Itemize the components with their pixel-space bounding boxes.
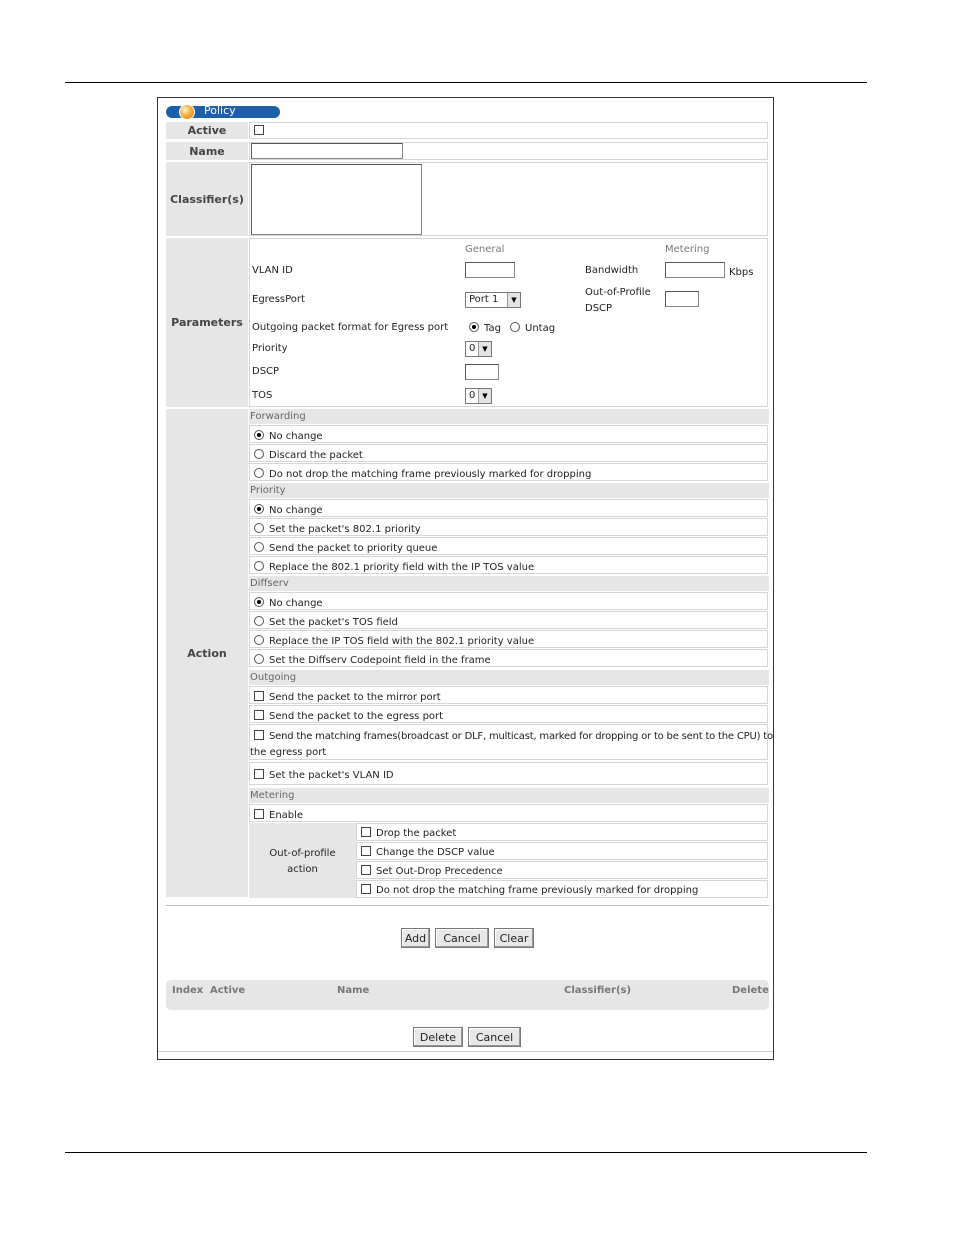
priority-header: Priority	[249, 483, 769, 498]
diffserv-header: Diffserv	[249, 576, 769, 591]
top-rule	[65, 82, 867, 83]
name-input[interactable]	[251, 143, 403, 159]
egress-port-select[interactable]	[465, 292, 521, 308]
untag-radio[interactable]	[510, 322, 520, 332]
clear-button[interactable]: Clear	[494, 928, 534, 948]
diffserv-codepoint-radio[interactable]	[254, 654, 264, 664]
oop-action-label: Out-of-profile	[269, 848, 336, 859]
policy-panel	[157, 97, 774, 1060]
col-name: Name	[337, 985, 370, 996]
bottom-divider	[158, 1051, 773, 1052]
cancel-delete-button[interactable]: Cancel	[468, 1027, 521, 1047]
priority-set-radio[interactable]	[254, 523, 264, 533]
diffserv-no-change-label: No change	[269, 598, 323, 609]
bottom-rule	[65, 1152, 867, 1153]
metering-enable-label: Enable	[269, 810, 304, 821]
dscp-label: DSCP	[252, 366, 280, 377]
outgoing-vlan-label: Set the packet's VLAN ID	[269, 770, 394, 781]
diffserv-tos-radio[interactable]	[254, 616, 264, 626]
tos-label: TOS	[252, 390, 273, 401]
oop-action-cell	[249, 823, 356, 898]
diffserv-replace-label: Replace the IP TOS field with the 802.1 priority value	[269, 636, 535, 647]
dscp-input[interactable]	[465, 364, 499, 380]
orb-icon	[179, 104, 195, 120]
tag-label: Tag	[484, 323, 501, 334]
metering-header-action: Metering	[249, 788, 769, 803]
col-index: Index	[172, 985, 204, 996]
add-button[interactable]: Add	[401, 928, 430, 948]
parameters-label: Parameters	[166, 238, 248, 407]
outgoing-matching-frames-label: Send the matching frames(broadcast or DLF, multicast, marked for dropping or to be sent to the CPU) to	[269, 731, 773, 742]
metering-enable-checkbox[interactable]	[254, 809, 264, 819]
outgoing-mirror-label: Send the packet to the mirror port	[269, 692, 441, 703]
outgoing-egress-checkbox[interactable]	[254, 710, 264, 720]
forwarding-discard-label: Discard the packet	[269, 450, 363, 461]
metering-enable-row	[249, 804, 768, 822]
vlan-id-label: VLAN ID	[252, 265, 293, 276]
priority-set-label: Set the packet's 802.1 priority	[269, 524, 421, 535]
outgoing-matching-frames-label-cont: the egress port	[250, 747, 327, 758]
oop-precedence-checkbox[interactable]	[361, 865, 371, 875]
col-active: Active	[210, 985, 246, 996]
oop-do-not-drop-label: Do not drop the matching frame previously marked for dropping	[376, 885, 699, 896]
bandwidth-input[interactable]	[665, 262, 725, 278]
metering-header: Metering	[665, 244, 710, 255]
outgoing-header: Outgoing	[249, 670, 769, 685]
forwarding-no-change-label: No change	[269, 431, 323, 442]
name-label: Name	[166, 142, 248, 160]
out-of-profile-dscp-label: DSCP	[585, 303, 613, 314]
egress-port-value: Port 1	[469, 294, 499, 305]
forwarding-header: Forwarding	[249, 409, 769, 424]
forwarding-do-not-drop-radio[interactable]	[254, 468, 264, 478]
priority-value: 0	[469, 343, 476, 354]
diffserv-tos-label: Set the packet's TOS field	[269, 617, 398, 628]
oop-precedence-label: Set Out-Drop Precedence	[376, 866, 503, 877]
outgoing-vlan-checkbox[interactable]	[254, 769, 264, 779]
kbps-label: Kbps	[729, 267, 754, 278]
classifiers-listbox[interactable]	[251, 164, 422, 235]
oop-dscp-label: Change the DSCP value	[376, 847, 495, 858]
tos-value: 0	[469, 390, 476, 401]
forwarding-no-change-radio[interactable]	[254, 430, 264, 440]
outgoing-matching-frames-checkbox[interactable]	[254, 730, 264, 740]
priority-queue-radio[interactable]	[254, 542, 264, 552]
tos-select[interactable]	[465, 388, 492, 404]
forwarding-discard-radio[interactable]	[254, 449, 264, 459]
divider	[166, 905, 769, 906]
priority-no-change-row	[249, 499, 768, 517]
action-label: Action	[166, 409, 248, 897]
oop-do-not-drop-checkbox[interactable]	[361, 884, 371, 894]
classifiers-label: Classifier(s)	[166, 162, 248, 236]
chevron-down-icon: ▼	[478, 389, 491, 403]
diffserv-no-change-row	[249, 592, 768, 610]
outgoing-egress-label: Send the packet to the egress port	[269, 711, 444, 722]
untag-label: Untag	[525, 323, 556, 334]
out-of-profile-label: Out-of-Profile	[585, 287, 651, 298]
oop-action-label-2: action	[287, 864, 318, 875]
tag-radio[interactable]	[469, 322, 479, 332]
active-row	[249, 122, 768, 139]
out-of-profile-dscp-input[interactable]	[665, 291, 699, 307]
active-checkbox[interactable]	[254, 125, 264, 135]
chevron-down-icon: ▼	[507, 293, 520, 307]
page-title: Policy	[204, 104, 236, 117]
diffserv-codepoint-label: Set the Diffserv Codepoint field in the frame	[269, 655, 491, 666]
priority-select[interactable]	[465, 341, 492, 357]
forwarding-do-not-drop-label: Do not drop the matching frame previously marked for dropping	[269, 469, 592, 480]
priority-queue-label: Send the packet to priority queue	[269, 543, 438, 554]
oop-drop-label: Drop the packet	[376, 828, 457, 839]
priority-no-change-radio[interactable]	[254, 504, 264, 514]
diffserv-replace-radio[interactable]	[254, 635, 264, 645]
delete-button[interactable]: Delete	[413, 1027, 463, 1047]
diffserv-no-change-radio[interactable]	[254, 597, 264, 607]
oop-dscp-checkbox[interactable]	[361, 846, 371, 856]
oop-drop-checkbox[interactable]	[361, 827, 371, 837]
egress-port-label: EgressPort	[252, 294, 305, 305]
col-delete: Delete	[732, 985, 769, 996]
policy-table-header	[166, 980, 769, 1010]
outgoing-mirror-checkbox[interactable]	[254, 691, 264, 701]
bandwidth-label: Bandwidth	[585, 265, 639, 276]
outgoing-format-label: Outgoing packet format for Egress port	[252, 322, 449, 333]
priority-replace-radio[interactable]	[254, 561, 264, 571]
cancel-button[interactable]: Cancel	[435, 928, 489, 948]
col-classifiers: Classifier(s)	[564, 985, 632, 996]
active-label: Active	[166, 122, 248, 139]
chevron-down-icon: ▼	[478, 342, 491, 356]
priority-label: Priority	[252, 343, 288, 354]
forwarding-no-change-row	[249, 425, 768, 443]
priority-no-change-label: No change	[269, 505, 323, 516]
priority-replace-label: Replace the 802.1 priority field with the IP TOS value	[269, 562, 535, 573]
general-header: General	[465, 244, 505, 255]
vlan-id-input[interactable]	[465, 262, 515, 278]
